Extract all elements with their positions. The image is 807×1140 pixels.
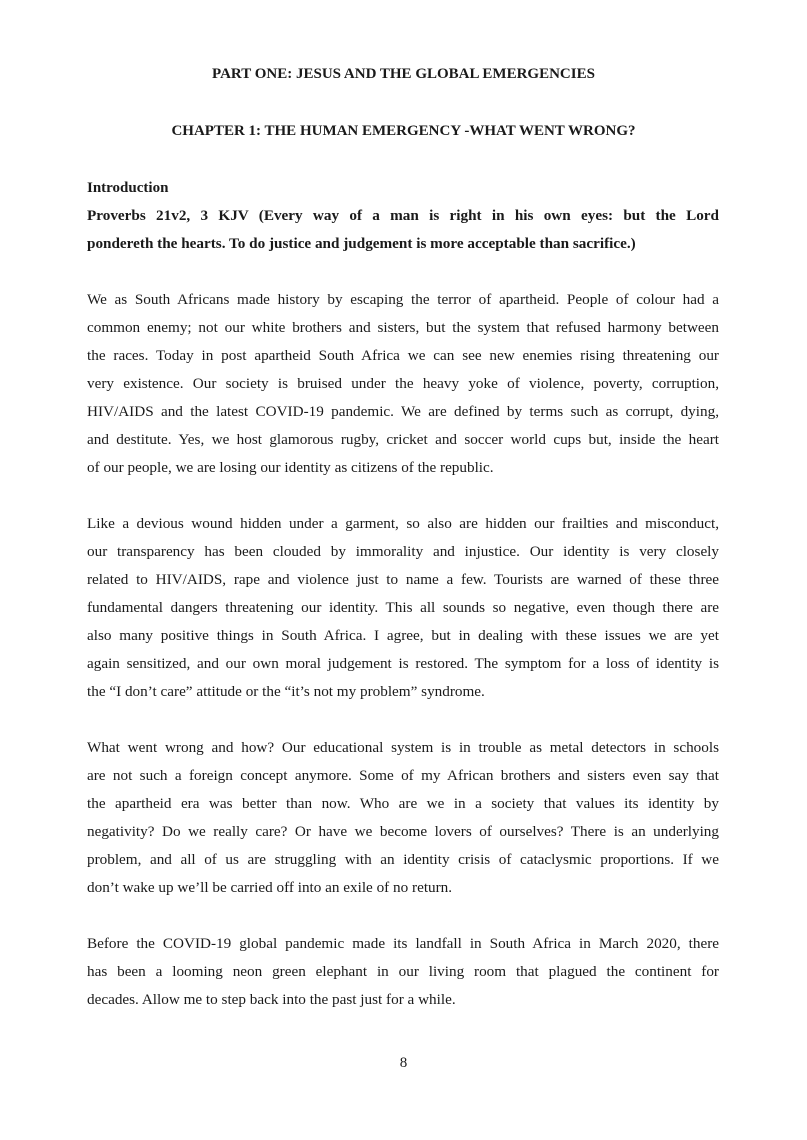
paragraph-line: the “I don’t care” attitude or the “it’s not my problem” syndrome. — [87, 683, 485, 700]
paragraph-line: related to HIV/AIDS, rape and violence just to name a few. Tourists are warned of these three — [87, 571, 719, 588]
introduction-heading: Introduction — [87, 180, 169, 196]
paragraph-line: Before the COVID-19 global pandemic made its landfall in South Africa in March 2020, there — [87, 935, 719, 952]
body-paragraph-4 — [87, 930, 719, 1014]
paragraph-line: of our people, we are losing our identity as citizens of the republic. — [87, 459, 494, 476]
body-paragraph-1 — [87, 286, 719, 482]
paragraph-line: our transparency has been clouded by immorality and injustice. Our identity is very closely — [87, 543, 719, 560]
paragraph-line: also many positive things in South Africa. I agree, but in dealing with these issues we are yet — [87, 627, 719, 644]
quote-line: Proverbs 21v2, 3 KJV (Every way of a man is right in his own eyes: but the Lord — [87, 207, 719, 224]
paragraph-line: very existence. Our society is bruised under the heavy yoke of violence, poverty, corruption, — [87, 375, 719, 392]
page-number: 8 — [399, 1055, 408, 1071]
paragraph-line: are not such a foreign concept anymore. Some of my African brothers and sisters even say that — [87, 767, 719, 784]
paragraph-line: the apartheid era was better than now. Who are we in a society that values its identity by — [87, 795, 719, 812]
chapter-heading: CHAPTER 1: THE HUMAN EMERGENCY -WHAT WENT WRONG? — [171, 123, 636, 139]
paragraph-line: common enemy; not our white brothers and sisters, but the system that refused harmony between — [87, 319, 719, 336]
paragraph-line: has been a looming neon green elephant in our living room that plagued the continent for — [87, 963, 719, 980]
paragraph-line: and destitute. Yes, we host glamorous rugby, cricket and soccer world cups but, inside the heart — [87, 431, 719, 448]
paragraph-line: Like a devious wound hidden under a garment, so also are hidden our frailties and misconduct, — [87, 515, 719, 532]
part-heading: PART ONE: JESUS AND THE GLOBAL EMERGENCIES — [212, 66, 595, 82]
paragraph-line: don’t wake up we’ll be carried off into an exile of no return. — [87, 879, 453, 896]
paragraph-line: problem, and all of us are struggling with an identity crisis of cataclysmic proportions. If we — [87, 851, 719, 868]
body-paragraph-3 — [87, 734, 719, 902]
paragraph-line: We as South Africans made history by escaping the terror of apartheid. People of colour had a — [87, 291, 719, 308]
paragraph-line: HIV/AIDS and the latest COVID-19 pandemic. We are defined by terms such as corrupt, dying, — [87, 403, 719, 420]
body-paragraph-2 — [87, 510, 719, 706]
paragraph-line: negativity? Do we really care? Or have we become lovers of ourselves? There is an underlying — [87, 823, 719, 840]
quote-line: pondereth the hearts. To do justice and judgement is more acceptable than sacrifice.) — [87, 235, 636, 252]
paragraph-line: What went wrong and how? Our educational system is in trouble as metal detectors in schools — [87, 739, 719, 756]
paragraph-line: again sensitized, and our own moral judgement is restored. The symptom for a loss of identity is — [87, 655, 719, 672]
paragraph-line: decades. Allow me to step back into the past just for a while. — [87, 991, 456, 1008]
paragraph-line: the races. Today in post apartheid South Africa we can see new enemies rising threatening our — [87, 347, 719, 364]
scripture-quote — [87, 202, 719, 258]
paragraph-line: fundamental dangers threatening our identity. This all sounds so negative, even though there are — [87, 599, 719, 616]
